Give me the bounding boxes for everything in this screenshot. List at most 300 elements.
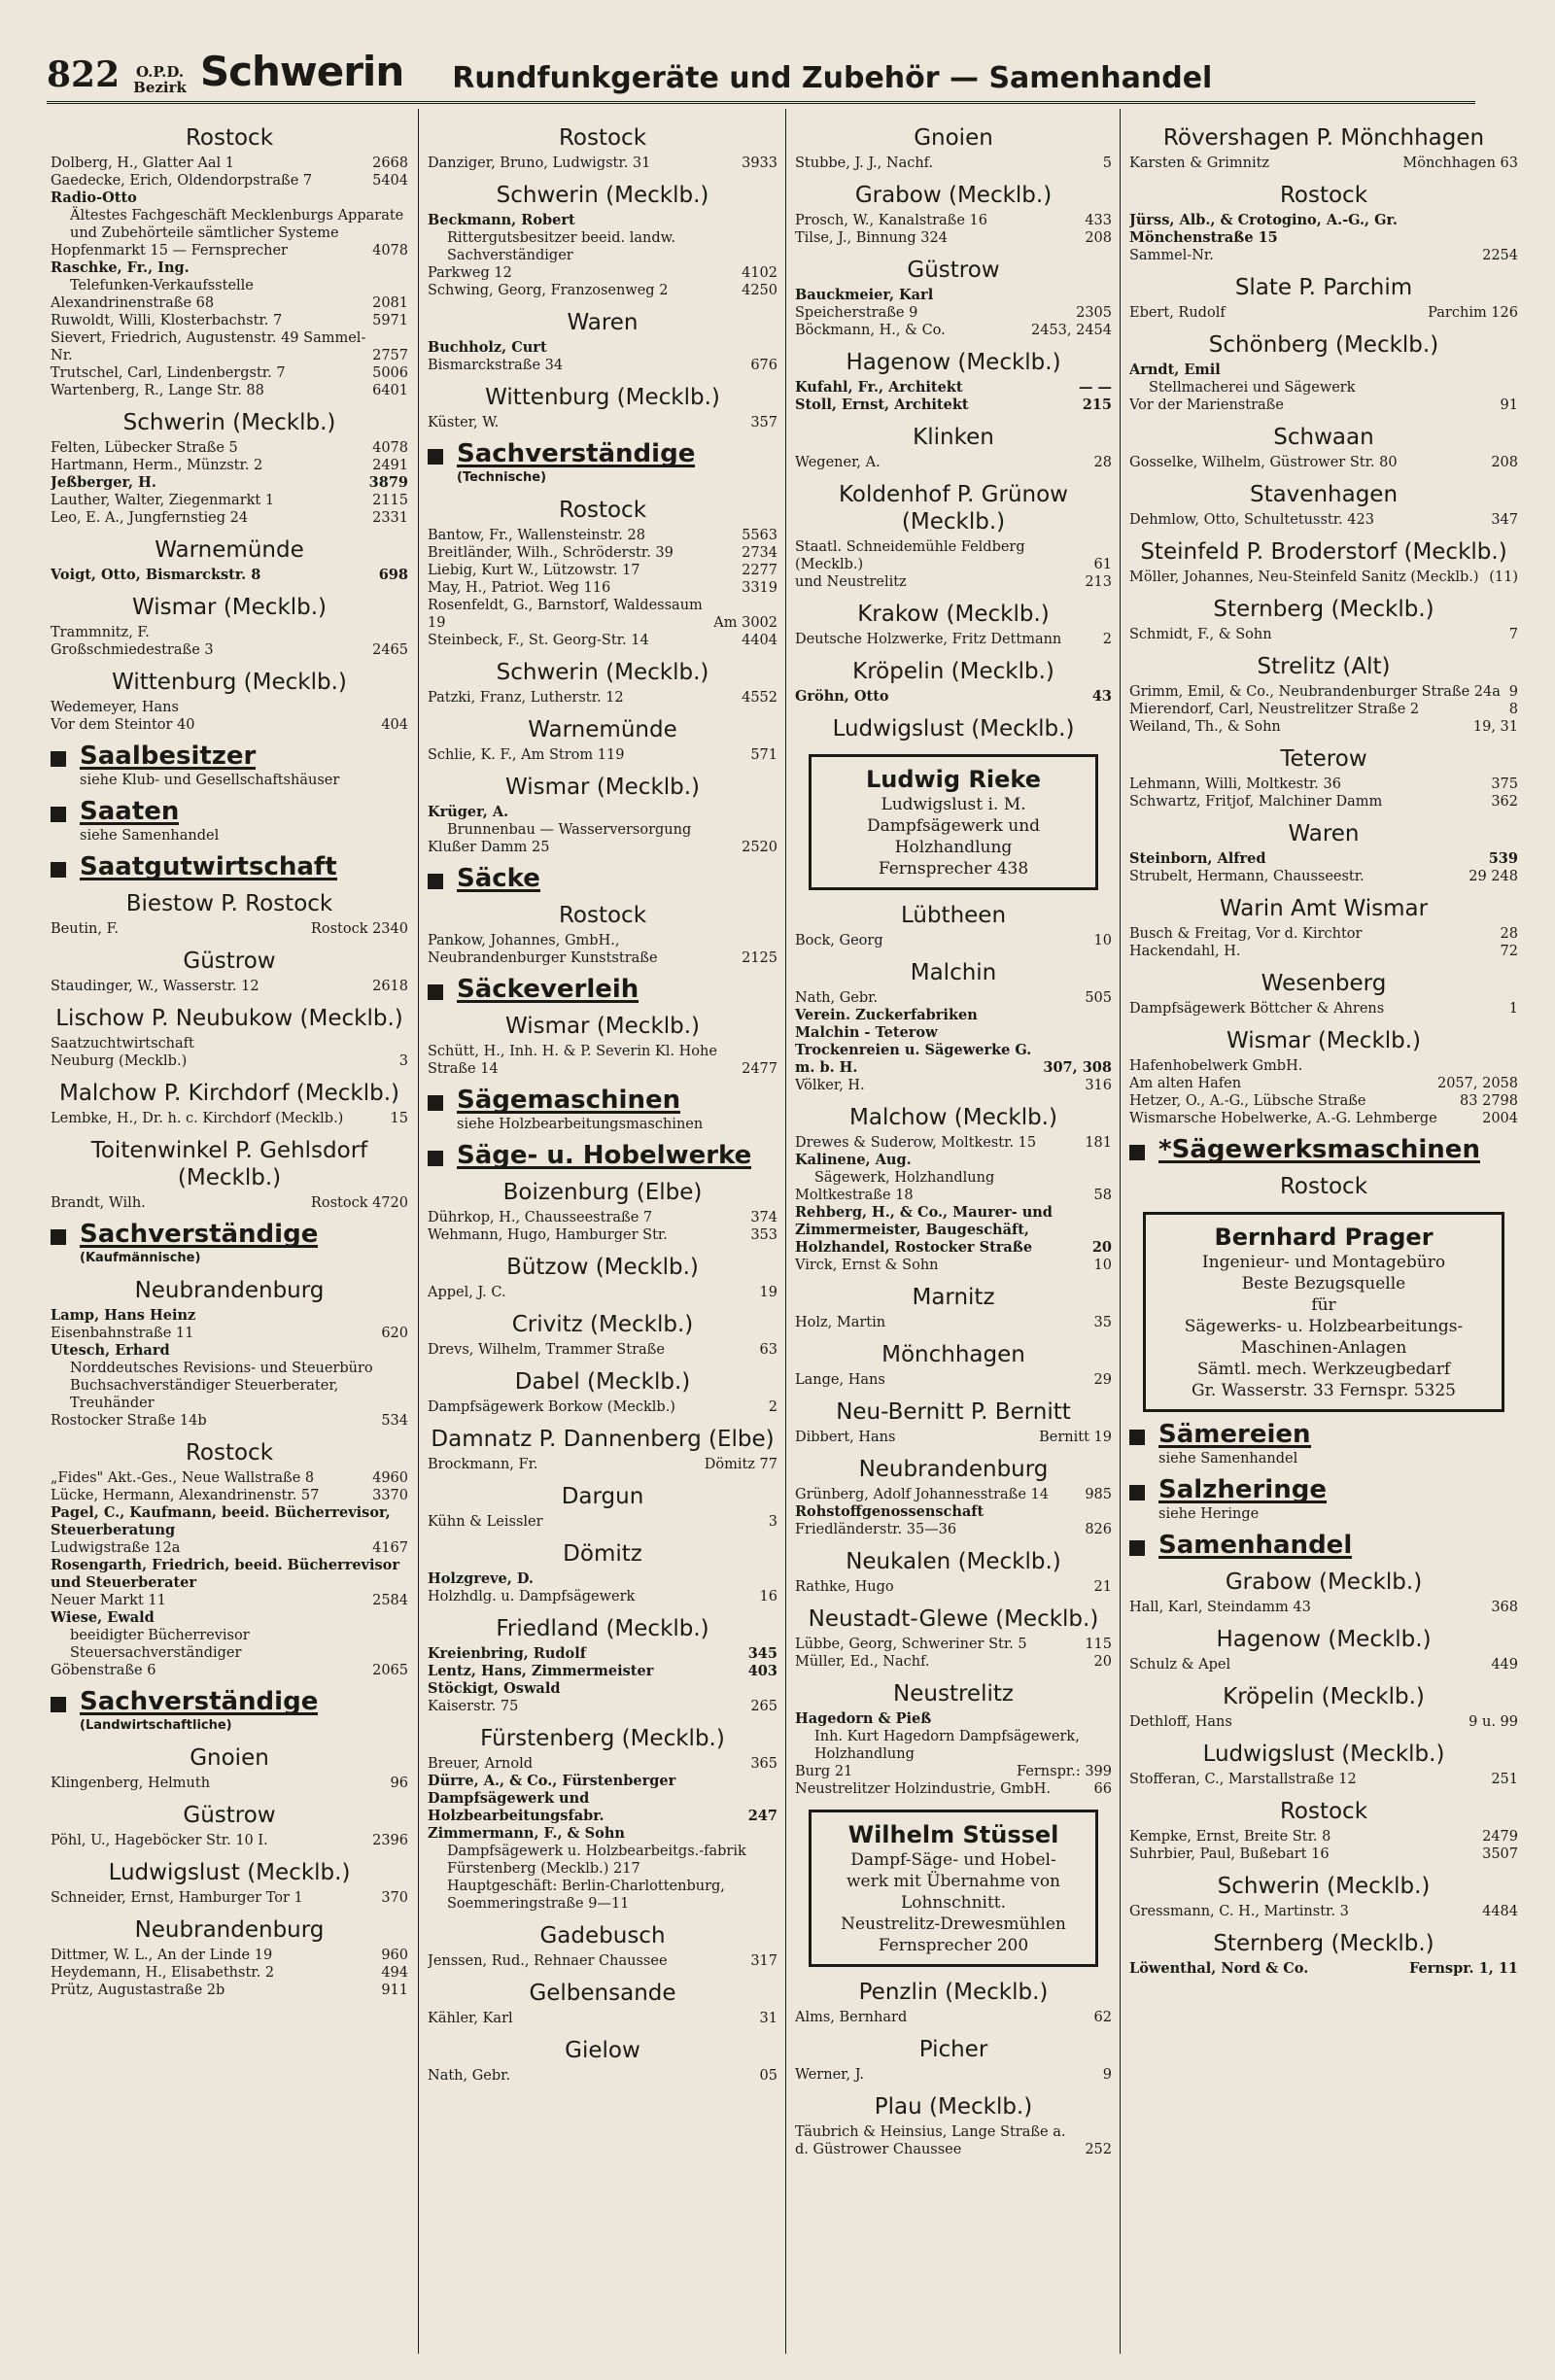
- listing-name: Arndt, Emil: [1129, 362, 1221, 378]
- listing-entry: [795, 631, 1112, 648]
- listing-entry: [1129, 626, 1518, 643]
- listing-entry: [1129, 304, 1518, 322]
- place-heading: Lischow P. Neubukow (Mecklb.): [55, 1006, 403, 1031]
- page-title: Rundfunkgeräte und Zubehör — Samenhandel: [452, 61, 1213, 95]
- place-heading: Grabow (Mecklb.): [854, 183, 1053, 208]
- listing-name: Klingenberg, Helmuth: [51, 1776, 211, 1791]
- phone-number: 91: [1500, 397, 1518, 413]
- listing-name: Neustrelitzer Holzindustrie, GmbH.: [795, 1781, 1052, 1797]
- listing-entry: [51, 716, 408, 734]
- listing-entry: [428, 2010, 778, 2027]
- listing-entry: [51, 1662, 408, 1679]
- listing-entry: [795, 1187, 1112, 1204]
- listing-name: Schütt, H., Inh. H. & P. Severin Kl. Hohe Straße 14: [428, 1044, 717, 1077]
- listing-name: Leo, E. A., Jungfernstieg 24: [51, 510, 249, 526]
- listing-name: Steinborn, Alfred: [1129, 850, 1266, 867]
- section-header: [1129, 1420, 1518, 1449]
- listing-name: Kempke, Ernst, Breite Str. 8: [1129, 1829, 1331, 1845]
- section-header: [428, 864, 778, 893]
- place-heading: Warnemünde: [155, 537, 304, 563]
- listing-entry: [51, 329, 408, 364]
- phone-number: 115: [1085, 1637, 1112, 1652]
- listing-name: Krüger, A.: [428, 804, 509, 820]
- place-heading: Malchin: [910, 960, 997, 985]
- place-heading: Rostock: [558, 903, 647, 928]
- phone-number: 2305: [1076, 305, 1112, 321]
- listing-name: Stoll, Ernst, Architekt: [795, 397, 969, 413]
- phone-number: 365: [750, 1756, 778, 1772]
- place-heading: Schwerin (Mecklb.): [122, 410, 336, 435]
- listing-entry: [795, 989, 1112, 1007]
- section-title-row: [1129, 1420, 1518, 1449]
- phone-number: Am 3002: [713, 615, 778, 631]
- listing-name: Dethloff, Hans: [1129, 1714, 1232, 1730]
- listing-entry: [51, 1609, 408, 1627]
- header-rule: [47, 101, 1475, 104]
- phone-number: 2618: [372, 979, 408, 994]
- listing-name: Prütz, Augustastraße 2b: [51, 1983, 225, 1998]
- listing-entry: [428, 597, 778, 632]
- phone-number: 3933: [742, 155, 778, 171]
- place-heading: Gielow: [565, 2038, 640, 2063]
- listing-name: Am alten Hafen: [1129, 1076, 1242, 1091]
- section-title: *Sägewerksmaschinen: [1158, 1135, 1480, 1164]
- phone-number: 2277: [742, 563, 778, 578]
- phone-number: 16: [759, 1589, 778, 1604]
- phone-number: 20: [1091, 1239, 1112, 1256]
- listing-entry: [795, 287, 1112, 304]
- phone-number: 534: [381, 1413, 408, 1429]
- section-title-row: [51, 1220, 408, 1249]
- phone-number: 83 2798: [1460, 1093, 1518, 1109]
- listing-entry: [51, 1964, 408, 1982]
- listing-name: Böckmann, H., & Co.: [795, 323, 946, 338]
- listing-entry: [51, 474, 408, 492]
- phone-number: 4102: [742, 265, 778, 281]
- phone-number: 353: [750, 1227, 778, 1243]
- section-bullet-icon: [51, 751, 66, 767]
- section-title: Saatgutwirtschaft: [80, 852, 337, 881]
- listing-name: Klußer Damm 25: [428, 840, 550, 855]
- listing-entry: [51, 567, 408, 584]
- listing-name: Ruwoldt, Willi, Klosterbachstr. 7: [51, 313, 283, 328]
- listing-entry: [795, 1578, 1112, 1596]
- place-heading: Wismar (Mecklb.): [504, 1014, 701, 1039]
- phone-number: 31: [759, 2011, 778, 2026]
- place-heading: Rostock: [558, 498, 647, 523]
- listing-detail: Hauptgeschäft: Berlin-Charlottenburg, Soemmeringstraße 9—11: [447, 1879, 725, 1912]
- listing-name: Heydemann, H., Elisabethstr. 2: [51, 1965, 275, 1981]
- phone-number: 2584: [372, 1593, 408, 1608]
- phone-number: 345: [747, 1645, 778, 1662]
- listing-entry: [428, 1043, 778, 1078]
- place-heading: Waren: [567, 310, 639, 335]
- listing-entry: [51, 699, 408, 716]
- phone-number: 2453, 2454: [1030, 323, 1112, 338]
- district-line2: Bezirk: [133, 79, 187, 96]
- phone-number: 4078: [372, 243, 408, 259]
- listing-entry: [795, 1134, 1112, 1152]
- listing-name: Wiese, Ewald: [51, 1609, 155, 1626]
- listing-detail: Telefunken-Verkaufsstelle: [70, 278, 254, 293]
- listing-entry: [51, 1947, 408, 1964]
- listing-entry: [428, 1825, 778, 1843]
- place-heading: Sternberg (Mecklb.): [1213, 597, 1434, 622]
- listing-entry: [1129, 718, 1518, 736]
- listing-name: Jenssen, Rud., Rehnaer Chaussee: [428, 1953, 668, 1969]
- listing-name: Stofferan, C., Marstallstraße 12: [1129, 1772, 1357, 1787]
- section-header: [51, 1220, 408, 1267]
- place-heading: Bützow (Mecklb.): [506, 1255, 699, 1280]
- listing-name: Wegener, A.: [795, 455, 881, 470]
- phone-number: 2396: [372, 1833, 408, 1848]
- place-heading: Koldenhof P. Grünow (Mecklb.): [838, 482, 1068, 535]
- listing-entry: [1129, 454, 1518, 471]
- phone-number: Dömitz 77: [704, 1457, 778, 1472]
- place-heading: Marnitz: [912, 1285, 995, 1310]
- listing-entry: [428, 839, 778, 856]
- phone-number: 10: [1093, 933, 1112, 949]
- listing-name: Alexandrinenstraße 68: [51, 295, 215, 311]
- advertisement-line: Dampfsägewerk und: [866, 816, 1041, 836]
- place-heading: Güstrow: [907, 258, 1000, 283]
- listing-name: Tilse, J., Binnung 324: [795, 230, 948, 246]
- listing-name: Saatzuchtwirtschaft: [51, 1036, 194, 1052]
- phone-number: 3370: [372, 1488, 408, 1503]
- page-number: 822: [47, 54, 121, 95]
- listing-entry: [795, 1763, 1112, 1780]
- listing-entry: [1129, 1713, 1518, 1731]
- listing-name: Beckmann, Robert: [428, 212, 575, 228]
- column-3: [795, 115, 1112, 2350]
- section-bullet-icon: [428, 1095, 443, 1111]
- place-heading: Malchow (Mecklb.): [849, 1105, 1057, 1130]
- listing-entry: [795, 1314, 1112, 1331]
- listing-name: Kaiserstr. 75: [428, 1699, 519, 1714]
- phone-number: 4250: [742, 283, 778, 298]
- listing-entry: [51, 492, 408, 509]
- place-heading: Wittenburg (Mecklb.): [112, 670, 347, 695]
- advertisement-line: Neustrelitz-Drewesmühlen: [841, 1914, 1066, 1934]
- phone-number: 6401: [372, 383, 408, 398]
- listing-name: Hagedorn & Pieß: [795, 1710, 932, 1727]
- listing-entry: [51, 439, 408, 457]
- place-heading: Neustrelitz: [893, 1681, 1014, 1707]
- listing-name: May, H., Patriot. Weg 116: [428, 580, 611, 596]
- listing-name: Holzhdlg. u. Dampfsägewerk: [428, 1589, 636, 1604]
- place-heading: Sternberg (Mecklb.): [1213, 1931, 1434, 1956]
- listing-name: Trutschel, Carl, Lindenbergstr. 7: [51, 365, 286, 381]
- section-header: [51, 1687, 408, 1735]
- section-title-row: [428, 975, 778, 1004]
- listing-entry: [428, 1226, 778, 1244]
- listing-name: Brockmann, Fr.: [428, 1457, 538, 1472]
- phone-number: 215: [1082, 397, 1112, 413]
- listing-entry: [51, 1412, 408, 1430]
- place-heading: Gnoien: [914, 125, 993, 151]
- phone-number: 307, 308: [1043, 1059, 1112, 1076]
- phone-number: 29 248: [1469, 869, 1518, 884]
- listing-entry: [1129, 397, 1518, 414]
- listing-name: Nath, Gebr.: [428, 2068, 511, 2084]
- section-bullet-icon: [51, 1697, 66, 1712]
- advertisement-line: für: [1311, 1295, 1336, 1315]
- listing-name: Wismarsche Hobelwerke, A.-G. Lehmberge: [1129, 1111, 1437, 1126]
- listing-name: Wedemeyer, Hans: [51, 700, 179, 715]
- listing-name: Dehmlow, Otto, Schultetusstr. 423: [1129, 512, 1374, 528]
- listing-name: Nath, Gebr.: [795, 990, 879, 1006]
- advertisement-line: Holzhandlung: [894, 838, 1013, 857]
- listing-name: Hartmann, Herm., Münzstr. 2: [51, 458, 263, 473]
- section-title-row: [51, 852, 408, 881]
- phone-number: 19, 31: [1472, 719, 1518, 735]
- listing-name: Rosenfeldt, G., Barnstorf, Waldessaum 19: [428, 598, 703, 631]
- advertisement-title: Ludwig Rieke: [865, 766, 1042, 793]
- place-heading: Güstrow: [183, 1803, 276, 1828]
- phone-number: 375: [1491, 776, 1518, 792]
- phone-number: 960: [381, 1948, 408, 1963]
- listing-entry: [795, 688, 1112, 706]
- listing-name: Neuburg (Mecklb.): [51, 1053, 188, 1069]
- listing-entry: [795, 1077, 1112, 1094]
- listing-name: Verein. Zuckerfabriken Malchin - Teterow Trockenreien u. Sägewerke G. m. b. H.: [795, 1007, 1032, 1076]
- listing-name: Gröhn, Otto: [795, 688, 889, 705]
- listing-name: Lange, Hans: [795, 1372, 885, 1388]
- advertisement-line: Fernsprecher 200: [878, 1936, 1029, 1955]
- cross-reference: siehe Samenhandel: [1158, 1451, 1298, 1466]
- listing-name: Voigt, Otto, Bismarckstr. 8: [51, 567, 261, 583]
- place-heading: Grabow (Mecklb.): [1225, 1569, 1423, 1595]
- listing-name: Lentz, Hans, Zimmermeister: [428, 1663, 654, 1679]
- listing-name: Wartenberg, R., Lange Str. 88: [51, 383, 264, 398]
- listing-name: Schlie, K. F., Am Strom 119: [428, 747, 625, 763]
- listing-name: Weiland, Th., & Sohn: [1129, 719, 1281, 735]
- phone-number: 05: [759, 2068, 778, 2084]
- advertisement-line: Maschinen-Anlagen: [1240, 1338, 1407, 1358]
- listing-entry: [1129, 1057, 1518, 1075]
- listing-entry: [428, 1284, 778, 1301]
- listing-entry: [51, 190, 408, 207]
- listing-entry: [1129, 247, 1518, 264]
- listing-entry: [1129, 362, 1518, 379]
- section-bullet-icon: [1129, 1430, 1145, 1445]
- listing-name: Möller, Johannes, Neu-Steinfeld Sanitz (Mecklb.): [1129, 569, 1479, 585]
- phone-number: 985: [1085, 1487, 1112, 1502]
- phone-number: 403: [747, 1663, 778, 1679]
- phone-number: 2: [1102, 632, 1112, 647]
- listing-name: Rostocker Straße 14b: [51, 1413, 207, 1429]
- listing-name: Schulz & Apel: [1129, 1657, 1231, 1673]
- listing-entry: [1129, 776, 1518, 793]
- listing-name: Jeßberger, H.: [51, 474, 156, 491]
- phone-number: 4484: [1482, 1904, 1518, 1919]
- listing-name: Breuer, Arnold: [428, 1756, 534, 1772]
- phone-number: 2: [768, 1399, 778, 1415]
- phone-number: 2477: [742, 1061, 778, 1077]
- section-header: [1129, 1475, 1518, 1504]
- place-heading: Rostock: [1279, 1174, 1368, 1199]
- advertisement-title: Wilhelm Stüssel: [847, 1821, 1059, 1848]
- listing-name: Bauckmeier, Karl: [795, 287, 934, 303]
- listing-name: Staatl. Schneidemühle Feldberg (Mecklb.): [795, 539, 1025, 572]
- listing-entry: [1129, 1903, 1518, 1920]
- listing-name: Drevs, Wilhelm, Trammer Straße: [428, 1342, 665, 1358]
- listing-name: Kähler, Karl: [428, 2011, 513, 2026]
- place-heading: Wesenberg: [1261, 971, 1387, 996]
- phone-number: 2065: [372, 1663, 408, 1678]
- phone-number: 252: [1085, 2142, 1112, 2157]
- listing-name: Vor dem Steintor 40: [51, 717, 195, 733]
- listing-entry: [428, 1755, 778, 1773]
- section-header: [51, 852, 408, 881]
- phone-number: Mönchhagen 63: [1402, 155, 1518, 171]
- phone-number: 5404: [372, 173, 408, 189]
- place-heading: Rostock: [1279, 183, 1368, 208]
- listing-detail: Sägewerk, Holzhandlung: [814, 1170, 995, 1186]
- place-heading: Dabel (Mecklb.): [514, 1369, 691, 1395]
- phone-number: 96: [390, 1776, 408, 1791]
- listing-entry: [1129, 701, 1518, 718]
- phone-number: 620: [381, 1326, 408, 1341]
- listing-name: Hafenhobelwerk GmbH.: [1129, 1058, 1303, 1074]
- place-heading: Schwerin (Mecklb.): [1217, 1874, 1431, 1899]
- section-title-row: [51, 1687, 408, 1716]
- phone-number: 347: [1491, 512, 1518, 528]
- section-title: Säcke: [457, 864, 540, 893]
- listing-name: Appel, J. C.: [428, 1285, 506, 1300]
- listing-name: Kühn & Leissler: [428, 1514, 543, 1530]
- phone-number: Bernitt 19: [1039, 1430, 1112, 1445]
- section-title: Saalbesitzer: [80, 742, 257, 771]
- phone-number: 449: [1491, 1657, 1518, 1673]
- listing-name: Zimmermann, F., & Sohn: [428, 1825, 625, 1842]
- listing-entry: [428, 414, 778, 431]
- listing-entry: [51, 1592, 408, 1609]
- phone-number: 370: [381, 1890, 408, 1906]
- advertisement-line: Sägewerks- u. Holzbearbeitungs-: [1184, 1317, 1464, 1336]
- phone-number: 2057, 2058: [1436, 1076, 1518, 1091]
- listing-name: Trammnitz, F.: [51, 625, 150, 640]
- listing-entry: [795, 2123, 1112, 2158]
- listing-name: Völker, H.: [795, 1078, 865, 1093]
- listing-name: Grimm, Emil, & Co., Neubrandenburger Straße 24a: [1129, 684, 1501, 700]
- phone-number: 265: [750, 1699, 778, 1714]
- place-heading: Lübtheen: [900, 903, 1007, 928]
- phone-number: 9: [1102, 2067, 1112, 2083]
- listing-name: Gaedecke, Erich, Oldendorpstraße 7: [51, 173, 313, 189]
- listing-name: Lamp, Hans Heinz: [51, 1307, 196, 1324]
- listing-name: Rehberg, H., & Co., Maurer- und Zimmermeister, Baugeschäft, Holzhandel, Rostocker Straße: [795, 1204, 1053, 1256]
- section-header: [51, 742, 408, 771]
- place-heading: Rostock: [1279, 1799, 1368, 1824]
- listing-name: Schmidt, F., & Sohn: [1129, 627, 1272, 642]
- section-title: Salzheringe: [1158, 1475, 1327, 1504]
- phone-number: 2331: [372, 510, 408, 526]
- place-heading: Ludwigslust (Mecklb.): [108, 1860, 351, 1885]
- place-heading: Hagenow (Mecklb.): [846, 350, 1061, 375]
- place-heading: Penzlin (Mecklb.): [858, 1980, 1049, 2005]
- phone-number: 3879: [368, 474, 408, 491]
- phone-number: 5006: [372, 365, 408, 381]
- listing-name: Lübbe, Georg, Schweriner Str. 5: [795, 1637, 1027, 1652]
- place-heading: Warnemünde: [528, 717, 677, 742]
- listing-entry: [1129, 212, 1518, 247]
- listing-entry: [1129, 1845, 1518, 1863]
- place-heading: Biestow P. Rostock: [125, 891, 333, 916]
- listing-detail: Inh. Kurt Hagedorn Dampfsägewerk, Holzhandlung: [814, 1729, 1080, 1762]
- phone-number: 72: [1500, 944, 1518, 959]
- listing-entry: [428, 932, 778, 967]
- phone-number: 9 u. 99: [1469, 1714, 1518, 1730]
- section-bullet-icon: [428, 449, 443, 465]
- place-heading: Gelbensande: [529, 1981, 676, 2006]
- section-bullet-icon: [428, 1151, 443, 1166]
- column-1: [51, 115, 408, 2350]
- page-header: [47, 48, 1475, 96]
- place-heading: Kröpelin (Mecklb.): [1223, 1684, 1425, 1709]
- section-bullet-icon: [51, 862, 66, 878]
- listing-name: Stubbe, J. J., Nachf.: [795, 155, 934, 171]
- column-divider: [418, 109, 419, 2354]
- phone-number: 698: [378, 567, 408, 583]
- phone-number: 63: [759, 1342, 778, 1358]
- listing-entry: [795, 1780, 1112, 1798]
- listing-name: Patzki, Franz, Lutherstr. 12: [428, 690, 624, 706]
- listing-entry: [795, 1257, 1112, 1274]
- listing-entry: [1129, 850, 1518, 868]
- listing-name: Beutin, F.: [51, 921, 120, 937]
- listing-name: Löwenthal, Nord & Co.: [1129, 1960, 1309, 1977]
- listing-entry: [1129, 793, 1518, 811]
- listing-entry: [1129, 155, 1518, 172]
- listing-detail: Stellmacherei und Sägewerk: [1149, 380, 1356, 396]
- place-heading: Klinken: [913, 425, 994, 450]
- place-heading: Plau (Mecklb.): [874, 2094, 1033, 2120]
- listing-name: Burg 21: [795, 1764, 853, 1779]
- listing-name: Täubrich & Heinsius, Lange Straße a. d. Güstrower Chaussee: [795, 2124, 1066, 2157]
- listing-entry: [428, 746, 778, 764]
- phone-number: 61: [1093, 557, 1112, 572]
- phone-number: 2115: [372, 493, 408, 508]
- listing-name: Dibbert, Hans: [795, 1430, 896, 1445]
- listing-name: Rathke, Hugo: [795, 1579, 894, 1595]
- phone-number: 2668: [372, 155, 408, 171]
- place-heading: Ludwigslust (Mecklb.): [832, 716, 1075, 742]
- phone-number: 3507: [1482, 1846, 1518, 1862]
- listing-entry: [1129, 1075, 1518, 1092]
- listing-entry: [428, 155, 778, 172]
- listing-detail: Dampfsägewerk u. Holzbearbeitgs.-fabrik Fürstenberg (Mecklb.) 217: [447, 1844, 746, 1877]
- listing-entry: [795, 1204, 1112, 1257]
- listing-entry: [428, 339, 778, 357]
- listing-entry: [1129, 868, 1518, 885]
- phone-number: 2081: [372, 295, 408, 311]
- place-heading: Neubrandenburg: [858, 1457, 1049, 1482]
- section-title: Sachverständige: [457, 439, 696, 468]
- listing-name: Liebig, Kurt W., Lützowstr. 17: [428, 563, 640, 578]
- listing-entry: [1129, 1599, 1518, 1616]
- listing-name: Kalinene, Aug.: [795, 1152, 912, 1168]
- listing-name: Kufahl, Fr., Architekt: [795, 379, 963, 396]
- section-title-row: [51, 742, 408, 771]
- listing-entry: [795, 573, 1112, 591]
- listing-entry: [795, 538, 1112, 573]
- phone-number: 3319: [742, 580, 778, 596]
- phone-number: 2125: [742, 950, 778, 966]
- place-heading: Neubrandenburg: [134, 1917, 325, 1943]
- place-heading: Schwerin (Mecklb.): [496, 660, 709, 685]
- place-heading: Steinfeld P. Broderstorf (Mecklb.): [1140, 539, 1507, 565]
